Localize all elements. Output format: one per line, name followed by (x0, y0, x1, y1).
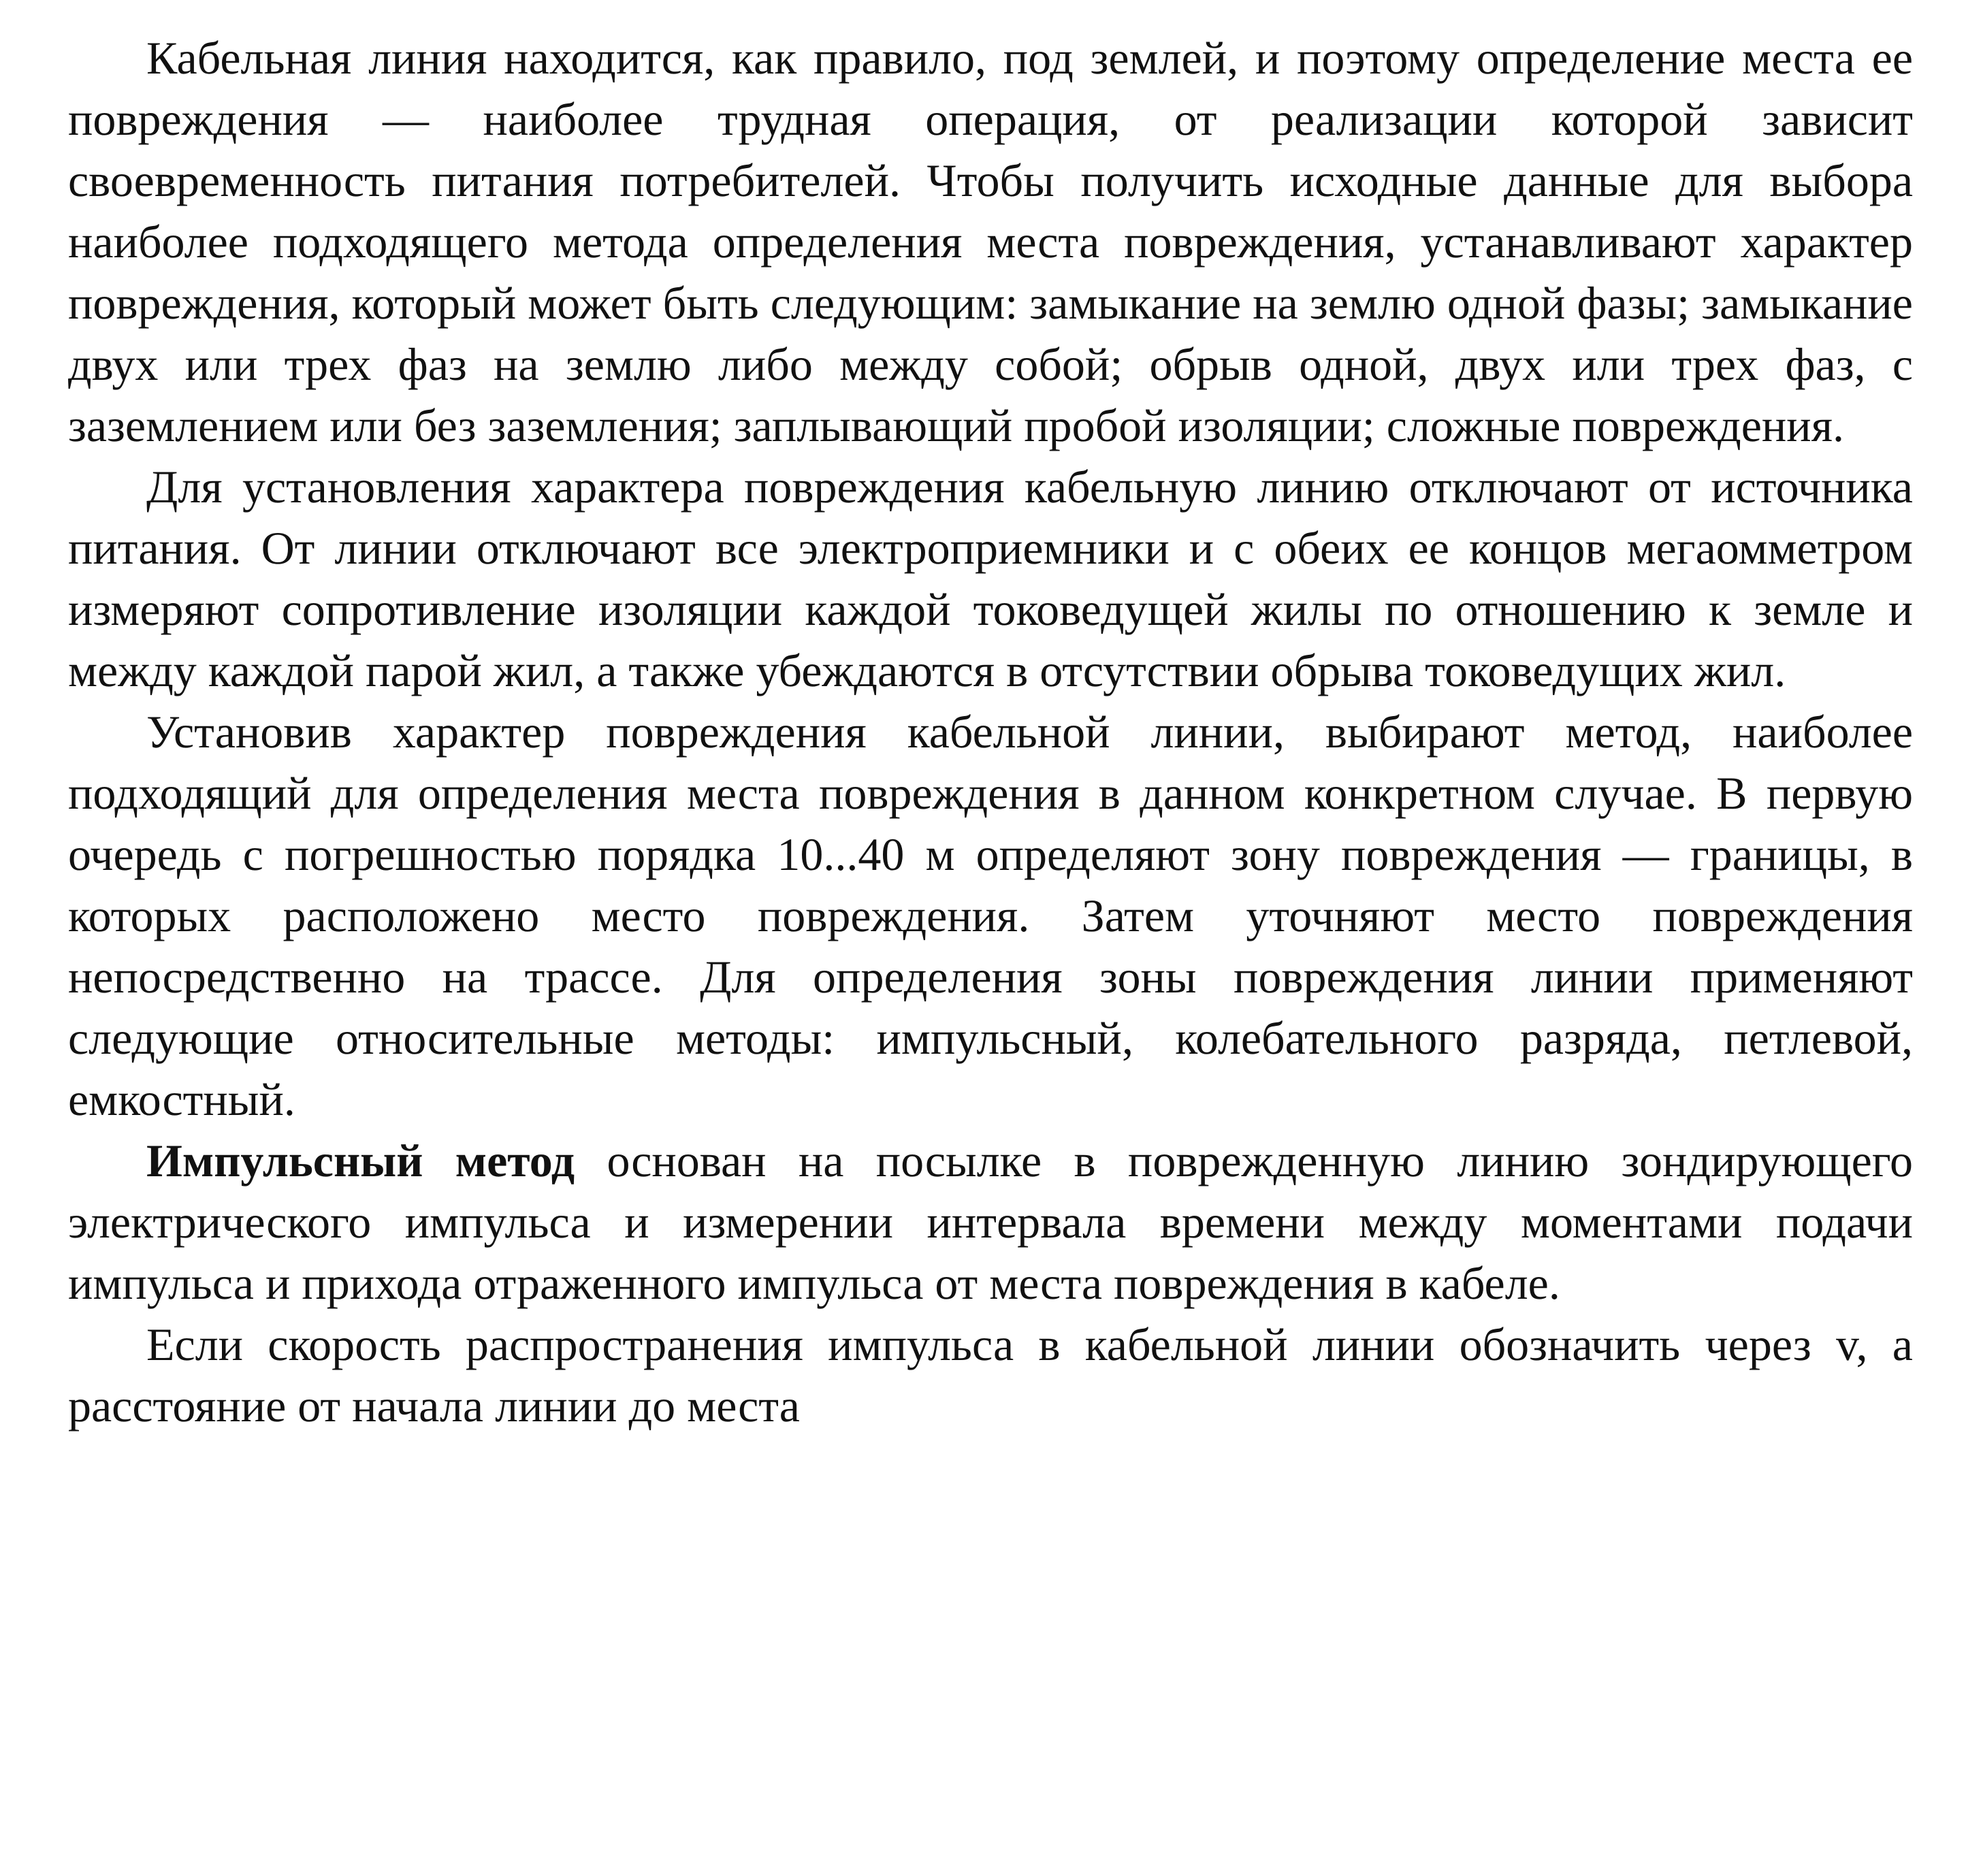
pulse-method-term: Импульсный метод (146, 1135, 575, 1186)
paragraph-cable-line-faults: Кабельная линия находится, как правило, под землей, и поэтому определение места ее повреждения — наиболее трудная операция, от реализации которой зависит своевременность питания потребителей. Чтобы получить исходные данные для выбора наиболее подходящего метода определения места повреждения, устанавливают характер повреждения, который может быть следующим: замыкание на землю одной фазы; замыкание двух или трех фаз на землю либо между собой; обрыв одной, двух или трех фаз, с заземлением или без заземления; заплывающий пробой изоляции; сложные повреждения. (68, 32, 1913, 451)
paragraph-fault-character: Для установления характера повреждения кабельную линию отключают от источника питания. От линии отключают все электроприемники и с обеих ее концов мегаомметром измеряют сопротивление изоляции каждой токоведущей жилы по отношению к земле и между каждой парой жил, а также убеждаются в отсутствии обрыва токоведущих жил. (68, 461, 1913, 696)
paragraph-pulse-speed: Если скорость распространения импульса в кабельной линии обозначить через v, а расстояние от начала линии до места (68, 1319, 1913, 1432)
pulse-method-description: основан на посылке в поврежденную линию зондирующего электрического импульса и измерении интервала времени между моментами подачи импульса и прихода отраженного импульса от места повреждения в кабеле. (68, 1135, 1913, 1309)
paragraph-fault-zone-methods: Установив характер повреждения кабельной линии, выбирают метод, наиболее подходящий для определения места повреждения в данном конкретном случае. В первую очередь с погрешностью порядка 10...40 м определяют зону повреждения — границы, в которых расположено место повреждения. Затем уточняют место повреждения непосредственно на трассе. Для определения зоны повреждения линии применяют следующие относительные методы: импульсный, колебательного разряда, петлевой, емкостный. (68, 706, 1913, 1125)
paragraph-pulse-method (68, 1130, 1913, 1314)
document-page (68, 27, 1913, 1851)
